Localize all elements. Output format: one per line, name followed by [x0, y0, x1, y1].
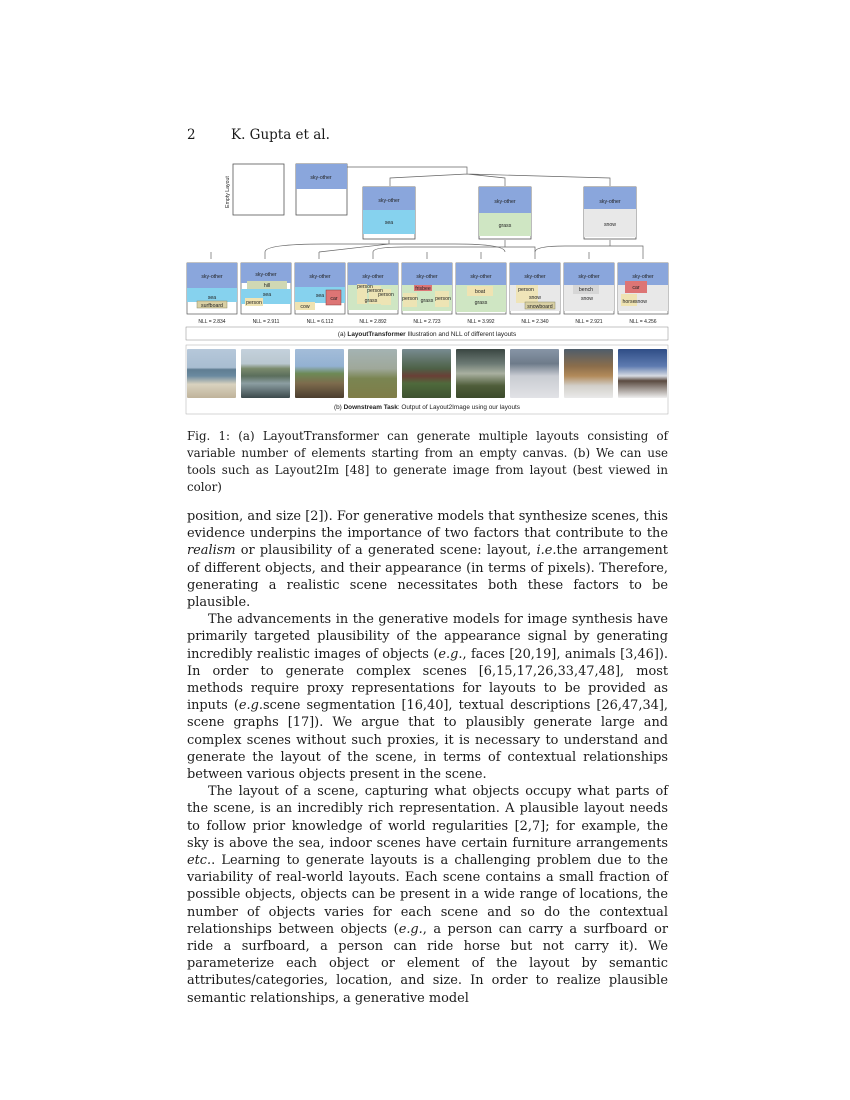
generated-image-people-grass [348, 349, 397, 398]
body-text [187, 508, 668, 1007]
node-sky-grass [479, 187, 531, 239]
nll-value: NLL = 4.256 [629, 319, 657, 325]
layout-label: person [435, 296, 451, 302]
layout-label: grass [364, 298, 378, 304]
subcaption-b: (b) Downstream Task: Output of Layout2Image using our layouts [333, 404, 521, 411]
layout-label: sea [207, 295, 217, 301]
layout-label: sky-other [599, 199, 621, 205]
tree-connector [347, 167, 610, 186]
layout-3 [348, 263, 398, 325]
subcaption-a: (a) LayoutTransformer Illustration and NLL of different layouts [337, 331, 517, 338]
layout-label: hill [263, 283, 271, 289]
node-sky-sea [363, 187, 415, 239]
layout-label: boat [474, 289, 486, 295]
nll-value: NLL = 2.340 [521, 319, 549, 325]
layout-label: person [402, 296, 418, 302]
layout-label: sea [315, 293, 325, 299]
layout-label: sky-other [201, 274, 223, 280]
layout-label: bench [578, 287, 594, 293]
layout-label: grass [474, 300, 488, 306]
nll-value: NLL = 2.834 [198, 319, 226, 325]
nll-value: NLL = 6.112 [306, 319, 334, 325]
layout-7 [564, 263, 614, 325]
layout-label: sky-other [255, 272, 277, 278]
nll-value: NLL = 2.723 [413, 319, 441, 325]
layout-5 [456, 263, 506, 325]
layout-label: car [632, 285, 640, 291]
layout-label: grass [498, 223, 512, 229]
generated-image-cow-car [295, 349, 344, 398]
paragraph-1: position, and size [2]). For generative models that synthesize scenes, this evidence underpins the importance of two factors that contribute to the realism or plausibility of a generated scene: layout, i.e.the arrangement of different objects, and their appearance (in terms of pixels). Therefore, generating a realistic scene necessitates both these factors to be plausible. [187, 509, 668, 611]
paragraph-2: The advancements in the generative models for image synthesis have primarily targeted plausibility of the appearance signal by generating incredibly realistic images of objects (e.g., faces [20,19], animals [3,46]). In order to generate complex scenes [6,15,17,26,33,47,48], most methods require proxy representations for layouts to be provided as inputs (e.g.scene segmentation [16,40], textual descriptions [26,47,34], scene graphs [17]). We argue that to plausibly generate large and complex scenes without such proxies, it is necessary to understand and generate the layout of the scene, in terms of contextual relationships between various objects present in the scene. [187, 612, 668, 783]
layout-label: sky-other [494, 199, 516, 205]
generated-image-horse-snow [618, 349, 667, 398]
layout-label: person [246, 300, 262, 306]
layout-label: person [367, 288, 383, 294]
top-node-sky [296, 164, 347, 215]
figure-caption: Fig. 1: (a) LayoutTransformer can generate multiple layouts consisting of variable number of elements starting from an empty canvas. (b) We can use tools such as Layout2Im [48] to generate image from layout (best viewed in color) [187, 429, 668, 494]
empty-layout-label: Empty Layout [225, 176, 231, 208]
layout-label: snowboard [527, 304, 553, 310]
layout-label: sky-other [378, 198, 400, 204]
layout-label: sky-other [309, 274, 331, 280]
layout-label: sky-other [416, 274, 438, 280]
tree-connector [535, 240, 643, 259]
layout-label: sea [384, 220, 394, 226]
nll-value: NLL = 2.911 [252, 319, 280, 325]
layout-2 [295, 263, 345, 325]
layout-label: sky-other [632, 274, 654, 280]
tree-connector [211, 240, 505, 259]
layout-label: person [378, 292, 394, 298]
paragraph-3: The layout of a scene, capturing what objects occupy what parts of the scene, is an incredibly rich representation. A plausible layout needs to follow prior knowledge of world regularities [2,7]; for example, the sky is above the sea, indoor scenes have certain furniture arrangements etc.. Learning to generate layouts is a challenging problem due to the variability of real-world layouts. Each scene contains a small fraction of possible objects, objects can be present in a wide range of locations, the number of objects varies for each scene and so do the contextual relationships between objects (e.g., a person can carry a surfboard or ride a surfboard, a person can ride horse but not carry it). We parameterize each object or element of the layout by semantic attributes/categories, location, and size. In order to realize plausible semantic relationships, a generative model [187, 784, 668, 1006]
layout-label: person [357, 284, 373, 290]
empty-layout-box [233, 164, 284, 215]
layout-label: cow [300, 304, 310, 310]
layout-label: car [330, 296, 338, 302]
nll-value: NLL = 2.921 [575, 319, 603, 325]
layout-label: sky-other [470, 274, 492, 280]
generated-image-boat [456, 349, 505, 398]
generated-image-hill-sea [241, 349, 290, 398]
layout-label: sky-other [362, 274, 384, 280]
layout-label: snow [603, 222, 617, 228]
layout-label: sea [262, 292, 272, 298]
page-number: 2 [187, 127, 196, 143]
layout-label: surfboard [201, 303, 223, 309]
node-sky-snow [584, 187, 636, 239]
generated-image-frisbee [402, 349, 451, 398]
layout-4 [402, 263, 452, 325]
layout-6 [510, 263, 560, 325]
tree-connector [373, 240, 535, 259]
generated-image-snowboard [510, 349, 559, 398]
generated-image-beach [187, 349, 236, 398]
layout-label: snow [634, 299, 648, 305]
layout-label: person [518, 287, 534, 293]
layout-label: grass [420, 298, 434, 304]
figure-1 [185, 160, 669, 416]
layout-label: horse [622, 299, 636, 305]
layout-8 [618, 263, 668, 325]
layout-label: frisbee [415, 286, 431, 292]
nll-value: NLL = 3.992 [467, 319, 495, 325]
layout-label: snow [580, 296, 594, 302]
layout-label: sky-other [310, 175, 332, 181]
layout-label: sky-other [578, 274, 600, 280]
layout-1 [241, 263, 291, 325]
layout-0 [187, 263, 237, 325]
layout-label: snow [528, 295, 542, 301]
running-authors: K. Gupta et al. [231, 127, 330, 143]
nll-value: NLL = 2.892 [359, 319, 387, 325]
generated-image-bench-snow [564, 349, 613, 398]
layout-label: sky-other [524, 274, 546, 280]
